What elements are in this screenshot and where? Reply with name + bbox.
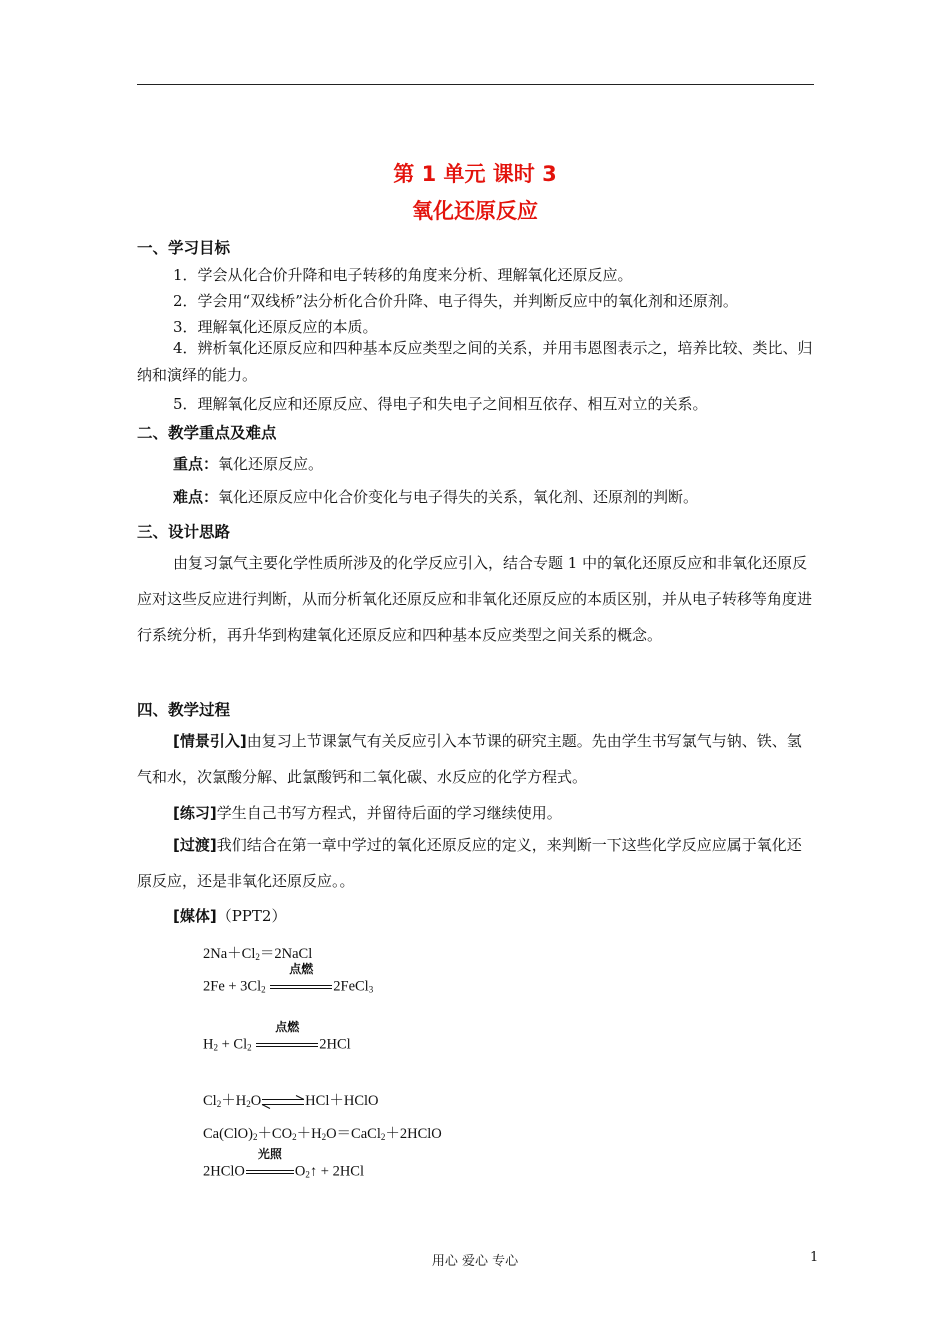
objective-3: 3．理解氧化还原反应的本质。 bbox=[173, 318, 378, 336]
practice-text: 学生自己书写方程式，并留待后面的学习继续使用。 bbox=[216, 804, 562, 822]
practice-label: [练习] bbox=[173, 804, 217, 822]
difficult-point bbox=[173, 486, 698, 507]
media-label: [媒体] bbox=[173, 907, 217, 925]
page-number: 1 bbox=[810, 1250, 819, 1265]
equation-3: $H_2 + Cl_2$ 点燃 2HCl bbox=[203, 1035, 351, 1055]
footer-text: 用心 爱心 专心 bbox=[431, 1254, 519, 1269]
equation-5: $Ca(ClO)_2+CO_2+H_2O=CaCl_2+2HClO$ bbox=[203, 1126, 442, 1142]
objective-2: 2．学会用“双线桥”法分析化合价升降、电子得失，并判断反应中的氧化剂和还原剂。 bbox=[173, 292, 738, 310]
key-point-label: 重点： bbox=[173, 455, 219, 473]
equation-2: $2Fe + 3Cl_2$ 点燃 2FeCl$_3$ bbox=[203, 977, 373, 997]
transition-paragraph bbox=[137, 827, 815, 899]
scenario-text: 由复习上节课氯气有关反应引入本节课的研究主题。先由学生书写氯气与钠、铁、氢气和水，次氯酸分解、此氯酸钙和二氧化碳、水反应的化学方程式。 bbox=[137, 732, 802, 786]
scenario-label: [情景引入] bbox=[173, 732, 247, 750]
objective-1: 1．学会从化合价升降和电子转移的角度来分析、理解氧化还原反应。 bbox=[173, 266, 633, 284]
section-1-heading: 一、学习目标 bbox=[137, 239, 231, 257]
design-paragraph: 由复习氯气主要化学性质所涉及的化学反应引入，结合专题 1 中的氧化还原反应和非氧化还原反应对这些反应进行判断，从而分析氧化还原反应和非氧化还原反应的本质区别，并从电子转移等角度进行系统分析，再升华到构建氧化还原反应和四种基本反应类型之间关系的概念。 bbox=[137, 554, 813, 644]
reaction-condition: 点燃 bbox=[270, 977, 332, 997]
reaction-condition: 点燃 bbox=[256, 1035, 318, 1055]
transition-text: 我们结合在第一章中学过的氧化还原反应的定义，来判断一下这些化学反应应属于氧化还原反应，还是非氧化还原反应。。 bbox=[137, 836, 802, 890]
transition-label: [过渡] bbox=[173, 836, 217, 854]
difficult-point-text: 氧化还原反应中化合价变化与电子得失的关系，氧化剂、还原剂的判断。 bbox=[218, 488, 699, 506]
header-rule bbox=[137, 84, 814, 85]
objective-4: 4．辨析氧化还原反应和四种基本反应类型之间的关系，并用韦恩图表示之，培养比较、类比、归纳和演绎的能力。 bbox=[137, 339, 813, 384]
section-2-heading: 二、教学重点及难点 bbox=[137, 424, 277, 442]
reversible-arrow-icon bbox=[261, 1095, 305, 1109]
equation-6: 2HClO 光照 $O_2↑ + 2HCl$ bbox=[203, 1162, 364, 1182]
practice-paragraph bbox=[137, 795, 815, 831]
reaction-condition: 光照 bbox=[246, 1162, 294, 1182]
lesson-title: 第 1 单元 课时 3 bbox=[393, 162, 557, 186]
equation-4: $Cl_2+H_2O$ HCl＋HClO bbox=[203, 1093, 379, 1109]
media-text: （PPT2） bbox=[216, 907, 287, 925]
media-line bbox=[173, 905, 286, 926]
lesson-subtitle: 氧化还原反应 bbox=[412, 199, 538, 223]
section-4-heading: 四、教学过程 bbox=[137, 701, 231, 719]
section-3-heading: 三、设计思路 bbox=[137, 523, 231, 541]
equation-1: $2Na+Cl_2=2NaCl$ bbox=[203, 946, 313, 962]
key-point-text: 氧化还原反应。 bbox=[218, 455, 324, 473]
scenario-paragraph bbox=[137, 723, 815, 795]
objective-5: 5．理解氧化反应和还原反应、得电子和失电子之间相互依存、相互对立的关系。 bbox=[173, 395, 708, 413]
key-point bbox=[173, 453, 323, 474]
difficult-point-label: 难点： bbox=[173, 488, 219, 506]
